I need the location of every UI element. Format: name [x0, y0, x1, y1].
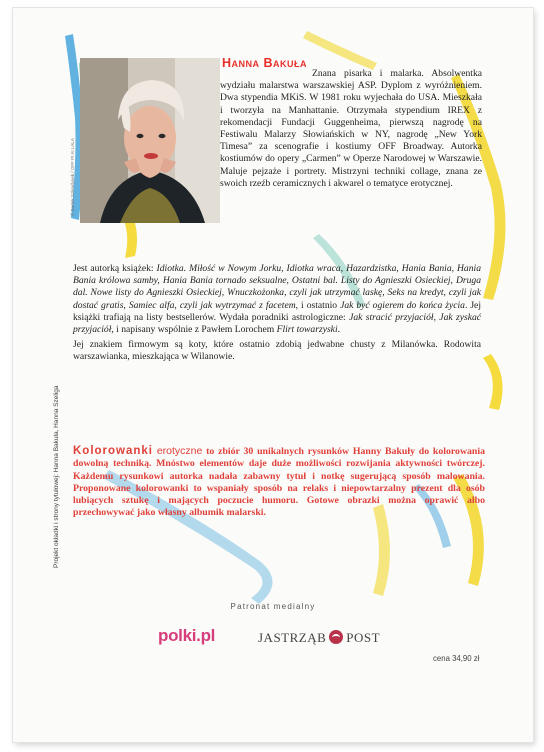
- jastrzab-mark-icon: [329, 630, 343, 644]
- price-label: cena 34,90 zł: [433, 654, 480, 663]
- kolorowanki-logo: Kolorowanki: [73, 445, 154, 457]
- promo-section: [73, 445, 485, 520]
- cats-paragraph: Jej znakiem firmowym są koty, które ostatnio zdobią jedwabne chusty z Milanówka. Rodowita warszawianka, mieszkająca w Wilanowie.: [73, 339, 481, 363]
- back-cover: [13, 8, 533, 742]
- photo-credit: © Bartek Szlendynek / OFF PI AI LALA: [70, 138, 75, 216]
- bio-text: Znana pisarka i malarka. Absolwentka wydziału malarstwa warszawskiej ASP. Dyplom z wyróżnieniem. Dwa stypendia MKiS. W 1981 roku wyjechała do USA. Mieszkała i tworzyła na Manhattanie. Otrzymała stypendium IREX z rekomendacji Fundacji Guggenheima, pierwszą nagrodę na Festiwalu Malarzy Słowiańskich w NY, nagrodę „New York Timesa” za scenografie i kostiumy OFF Broadway. Autorka kostiumów do opery „Carmen” w Operze Narodowej w Warszawie. Maluje pejzaże i portrety. Mistrzyni techniki collage, znana ze swoich rzeźb ceramicznych i akwarel o tematyce erotycznej.: [220, 68, 482, 189]
- author-photo: [80, 58, 220, 223]
- erotyczne-label: erotyczne: [156, 445, 203, 457]
- jastrzab-post-logo: JASTRZĄB POST: [258, 630, 381, 645]
- cover-design-credit: Projekt okładki i strony tytułowej: Hanna Bakuła, Hanna Szeliga: [53, 385, 60, 568]
- promo-paragraph: [73, 445, 485, 520]
- books-paragraph: Jest autorką książek: Idiotka. Miłość w Nowym Jorku, Idiotka wraca, Hazardzistka, Hania Bania, Hania Bania królowa samby, Hania Bania tornado seksualne, Ostatni bal. Listy do Agnieszki Osieckiej, Druga dal. Nowe listy do Agnieszki Osieckiej, Wnuczkożonka, czyli jak utrzymać laskę, Seks na kredyt, czyli jak dostać gratis, Samiec alfa, czyli jak wytrzymać z facetem, i ostatnio Jak być ogierem do końca życia. Jej książki trafiają na listy bestsellerów. Wydała poradniki astrologiczne: Jak stracić przyjaciół, Jak zyskać przyjaciół, i napisany wspólnie z Pawłem Lorochem Flirt towarzyski.: [73, 263, 482, 336]
- books-section: [73, 263, 481, 364]
- author-bio: [220, 68, 482, 190]
- promo-text: to zbiór 30 unikalnych rysunków Hanny Bakuły do kolorowania dowolną techniką. Mnóstwo elementów daje duże możliwości rozwijania aktywności twórczej. Każdemu rysunkowi autorka nadała zabawny tytuł i notkę sugerującą sposób malowania. Proponowane kolorowanki to wspaniały sposób na relaks i niepowtarzalny prezent dla osób lubiących sztukę i mających poczucie humoru. Gotowe obrazki można oprawić albo przechowywać jako własny albumik malarski.: [73, 446, 485, 519]
- media-patronage-label: Patronat medialny: [230, 602, 316, 611]
- author-name: Hanna Bakuła: [222, 56, 308, 70]
- polki-logo: polki.pl: [158, 626, 216, 645]
